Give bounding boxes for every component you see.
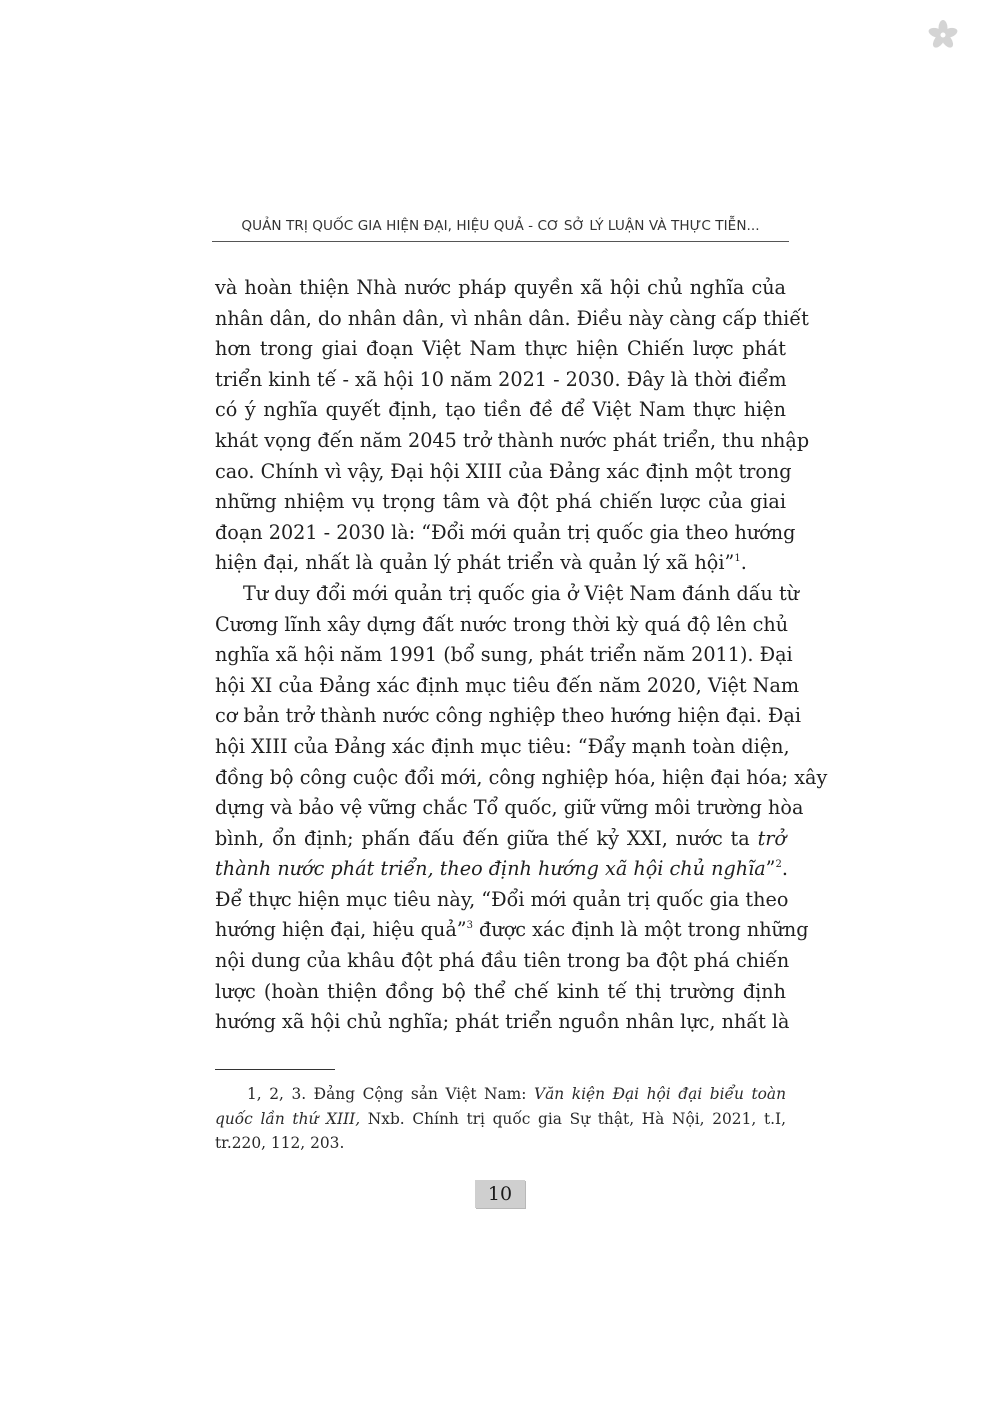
footnote <box>215 1082 786 1156</box>
text-line: hơn trong giai đoạn Việt Nam thực hiện Chiến lược phát <box>215 337 786 361</box>
header-rule <box>212 241 789 242</box>
flower-ornament-icon <box>928 20 958 50</box>
text-line: những nhiệm vụ trọng tâm và đột phá chiến lược của giai <box>215 490 786 514</box>
text-segment: được xác định là một trong những <box>472 918 809 942</box>
text-line: hội XIII của Đảng xác định mục tiêu: “Đẩy mạnh toàn diện, <box>215 734 790 758</box>
text-line <box>215 824 786 855</box>
footnote-line <box>215 1082 786 1107</box>
text-segment: ” <box>765 857 776 881</box>
text-line: hướng xã hội chủ nghĩa; phát triển nguồn nhân lực, nhất là <box>215 1010 790 1034</box>
body-text <box>215 273 828 1038</box>
text-line: và hoàn thiện Nhà nước pháp quyền xã hội chủ nghĩa của <box>215 276 786 299</box>
running-header-title: QUẢN TRỊ QUỐC GIA HIỆN ĐẠI, HIỆU QUẢ - CƠ SỞ LÝ LUẬN VÀ THỰC TIỄN... <box>241 218 760 234</box>
text-segment: hiện đại, nhất là quản lý phát triển và quản lý xã hội” <box>215 551 735 575</box>
footnote-ref-3[interactable]: 3 <box>466 920 473 932</box>
text-segment: . <box>781 857 788 881</box>
text-line <box>215 915 809 946</box>
paragraph-1 <box>215 273 810 579</box>
text-line: triển kinh tế - xã hội 10 năm 2021 - 2030. Đây là thời điểm <box>215 367 787 391</box>
text-line: dựng và bảo vệ vững chắc Tổ quốc, giữ vững môi trường hòa <box>215 796 804 820</box>
text-line: lược (hoàn thiện đồng bộ thể chế kinh tế thị trường định <box>215 979 786 1003</box>
text-line: hội XI của Đảng xác định mục tiêu đến năm 2020, Việt Nam <box>215 673 800 697</box>
text-line: có ý nghĩa quyết định, tạo tiền đề để Việt Nam thực hiện <box>215 398 786 422</box>
footnote-line: tr.220, 112, 203. <box>215 1134 345 1152</box>
footnote-publisher: Nxb. Chính trị quốc gia Sự thật, Hà Nội, 2021, t.I, <box>360 1109 786 1128</box>
footnote-author: Đảng Cộng sản Việt Nam: <box>313 1085 535 1103</box>
text-line: Để thực hiện mục tiêu này, “Đổi mới quản trị quốc gia theo <box>215 887 789 911</box>
text-line <box>215 854 786 885</box>
text-line: Cương lĩnh xây dựng đất nước trong thời kỳ quá độ lên chủ <box>215 612 789 636</box>
text-segment: hướng hiện đại, hiệu quả” <box>215 918 467 942</box>
footnote-ref-1[interactable]: 1 <box>734 553 741 565</box>
footnote-line <box>215 1107 786 1132</box>
footnote-refs: 1, 2, 3. <box>247 1085 314 1103</box>
text-line: đoạn 2021 - 2030 là: “Đổi mới quản trị quốc gia theo hướng <box>215 520 796 544</box>
text-line: Tư duy đổi mới quản trị quốc gia ở Việt Nam đánh dấu từ <box>243 581 800 605</box>
text-segment: bình, ổn định; phấn đấu đến giữa thế kỷ XXI, nước ta <box>215 826 758 850</box>
text-line: đồng bộ công cuộc đổi mới, công nghiệp hóa, hiện đại hóa; xây <box>215 765 828 789</box>
text-line: khát vọng đến năm 2045 trở thành nước phát triển, thu nhập <box>215 428 810 452</box>
page-number: 10 <box>475 1180 525 1208</box>
text-line: nhân dân, do nhân dân, vì nhân dân. Điều này càng cấp thiết <box>215 306 809 330</box>
text-line: cao. Chính vì vậy, Đại hội XIII của Đảng xác định một trong <box>215 459 792 483</box>
footnote-rule <box>215 1069 335 1070</box>
paragraph-2 <box>215 579 828 1038</box>
footnote-ref-2[interactable]: 2 <box>775 859 782 871</box>
italic-segment: trở <box>757 826 786 850</box>
footnote-title: quốc lần thứ XIII, <box>215 1109 361 1128</box>
text-line <box>215 548 786 579</box>
text-line: nội dung của khâu đột phá đầu tiên trong ba đột phá chiến <box>215 949 790 973</box>
footnote-title: Văn kiện Đại hội đại biểu toàn <box>534 1085 786 1103</box>
italic-segment: thành nước phát triển, theo định hướng xã hội chủ nghĩa <box>215 857 766 881</box>
text-line: cơ bản trở thành nước công nghiệp theo hướng hiện đại. Đại <box>215 704 801 728</box>
text-line: nghĩa xã hội năm 1991 (bổ sung, phát triển năm 2011). Đại <box>215 643 793 667</box>
text-segment: . <box>740 551 747 575</box>
